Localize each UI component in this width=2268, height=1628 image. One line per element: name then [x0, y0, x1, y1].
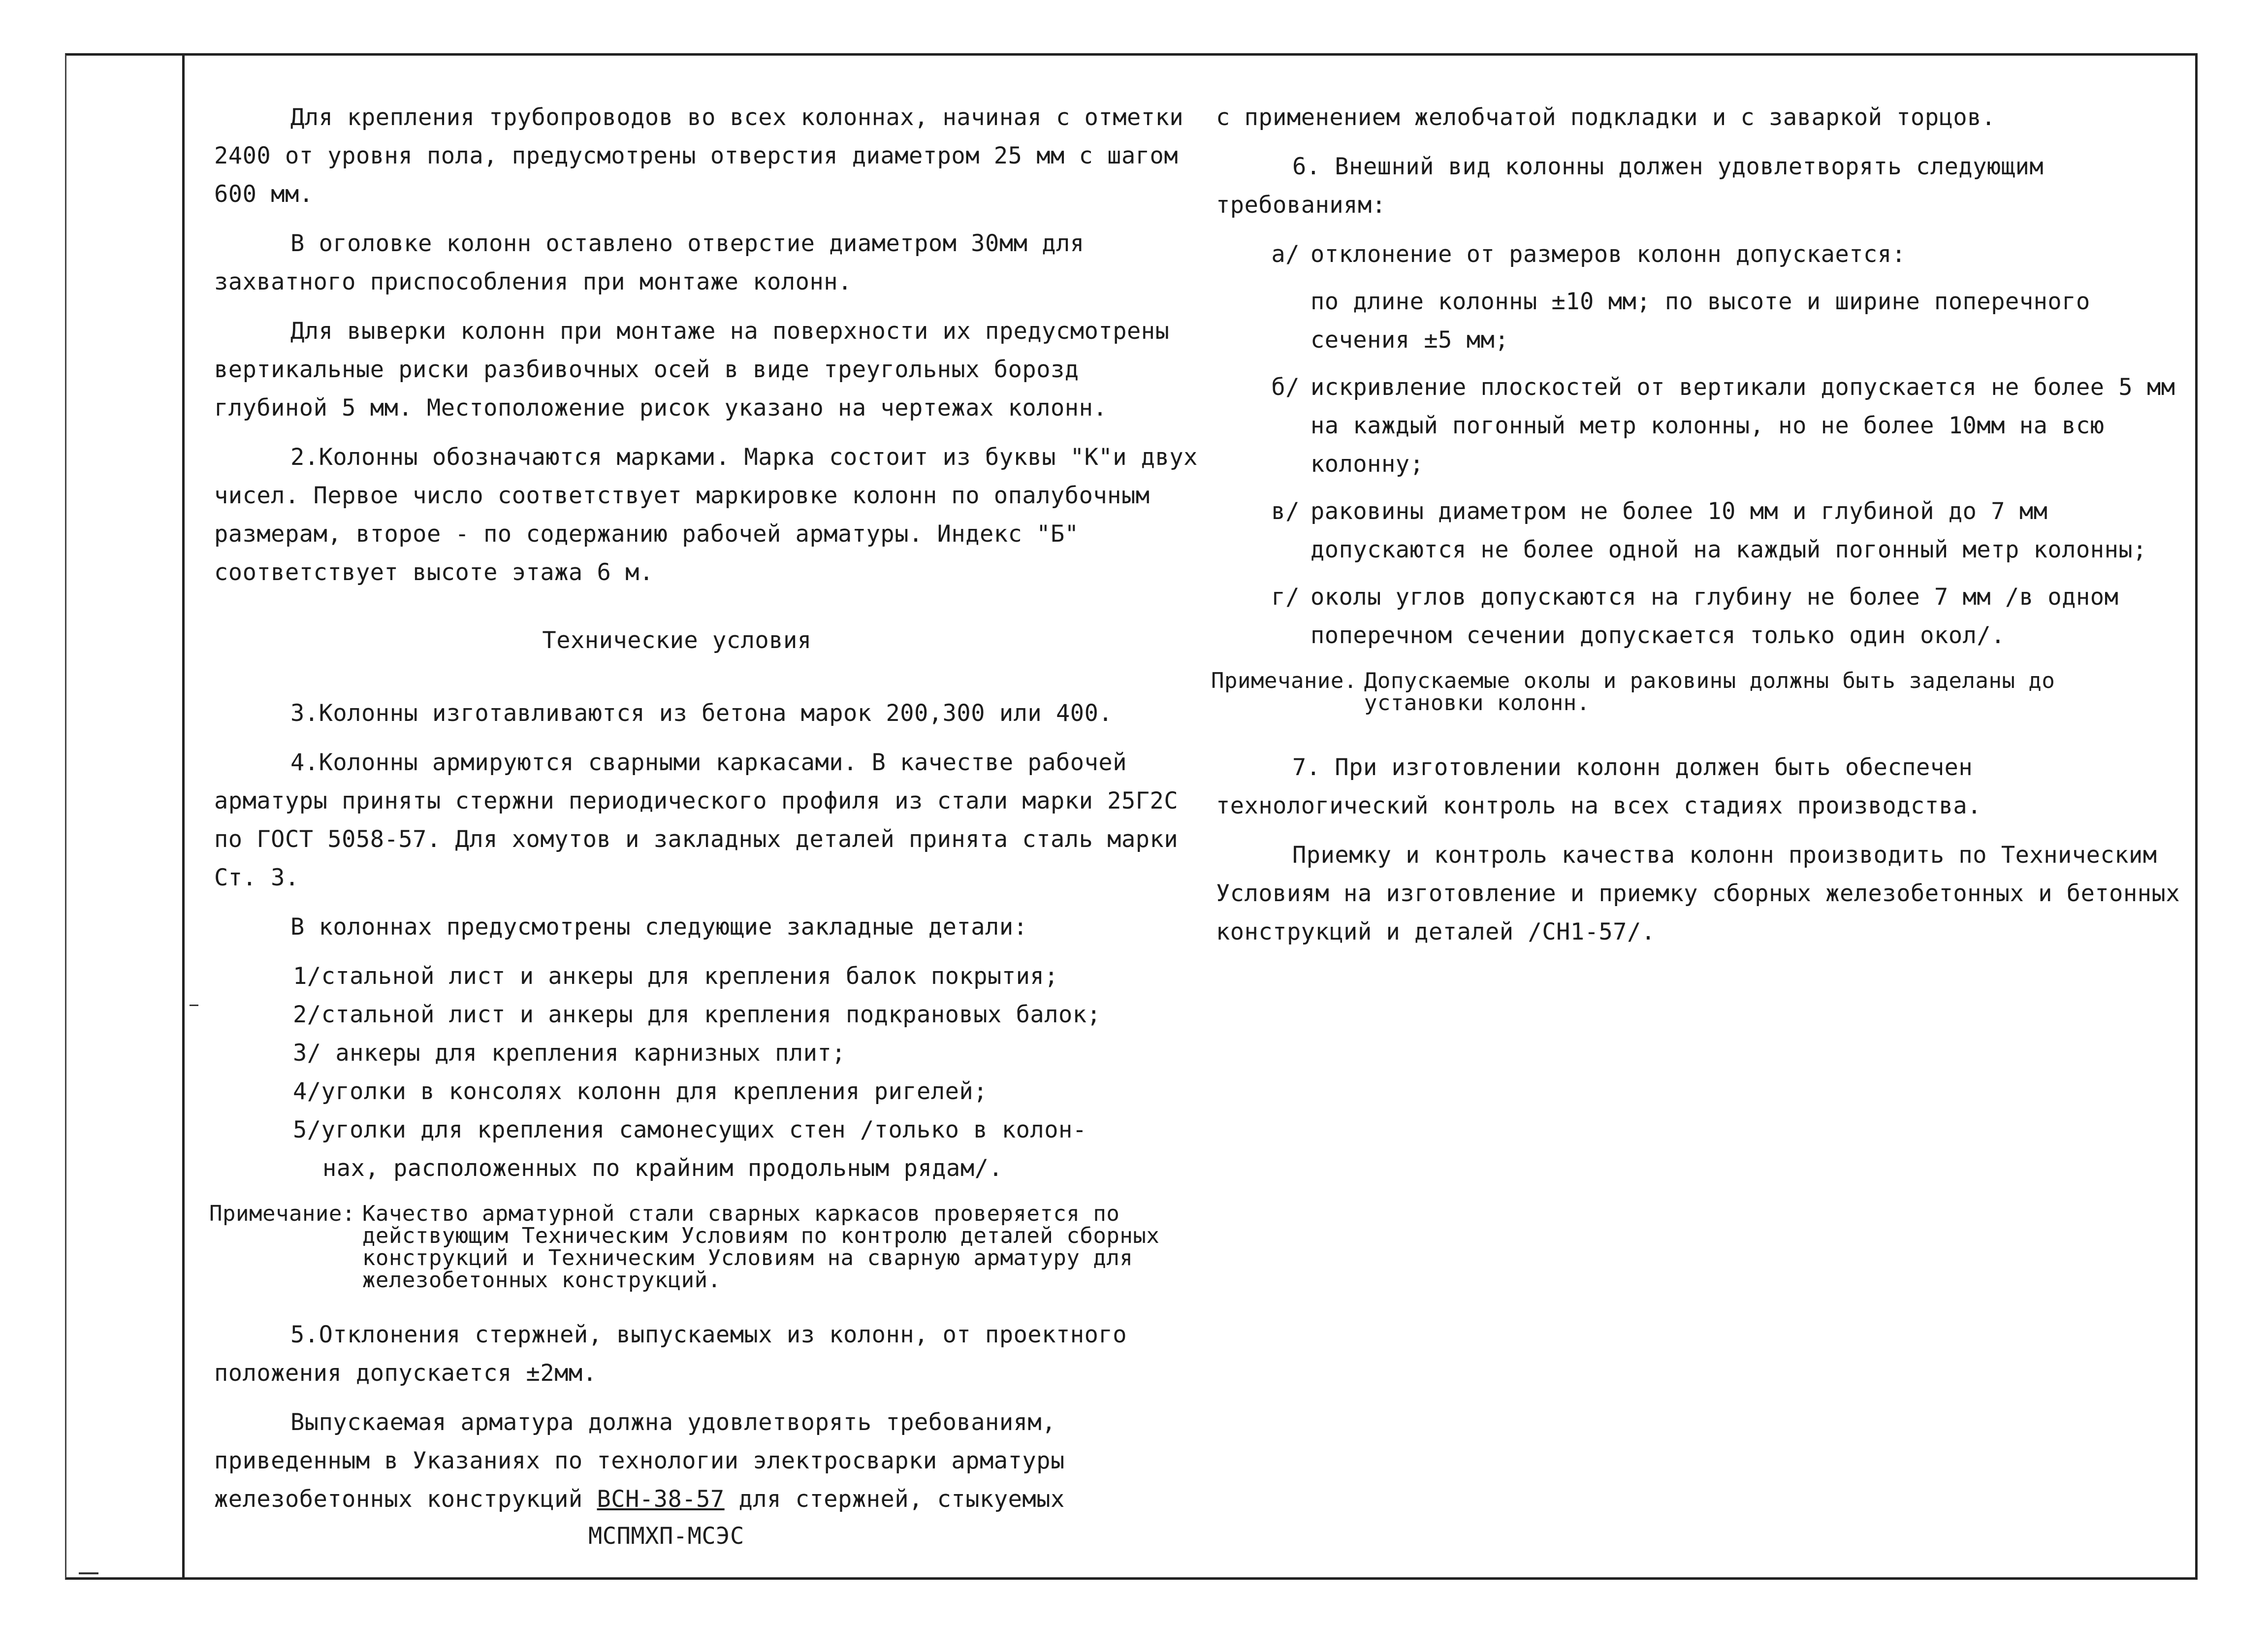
list-item: [1216, 578, 2181, 655]
paragraph-continuation: с применением желобчатой подкладки и с заваркой торцов.: [1216, 104, 1996, 131]
note-block: [209, 1201, 1199, 1293]
paragraph-acceptance: Приемку и контроль качества колонн производить по Техническим Условиям на изготовление и приемку сборных железобетонных и бетонных конструкций и деталей /СН1-57/.: [1216, 842, 2180, 945]
right-column: [1211, 98, 2181, 962]
list-label: а/: [1271, 241, 1300, 268]
list-text: по длине колонны ±10 мм; по высоте и ширине поперечного сечения ±5 мм;: [1310, 288, 2090, 354]
binding-margin-line: [182, 53, 185, 1577]
paragraph-column-marking: 2.Колонны обозначаются марками. Марка состоит из буквы "К"и двух чисел. Первое число соответствует маркировке колонн по опалубочным размерам, второе - по содержанию рабочей арматуры. Индекс "Б" соответствует высоте этажа 6 м.: [214, 444, 1198, 586]
paragraph-alignment-marks: Для выверки колонн при монтаже на поверхности их предусмотрены вертикальные риски разбивочных осей в виде треугольных борозд глубиной 5 мм. Местоположение рисок указано на чертежах колонн.: [214, 318, 1170, 422]
paragraph-appearance: 6. Внешний вид колонны должен удовлетворять следующим требованиям:: [1216, 153, 2044, 219]
margin-mark: [190, 1005, 198, 1006]
paragraph-concrete-grades: 3.Колонны изготавливаются из бетона марок 200,300 или 400.: [290, 700, 1113, 727]
list-label: [1216, 283, 1310, 359]
list-text: раковины диаметром не более 10 мм и глубиной до 7 мм допускаются не более одной на каждый погонный метр колонны;: [1310, 498, 2147, 563]
welding-text: Выпускаемая арматура должна удовлетворять требованиям, приведенным в Указаниях по технологии электросварки арматуры железобетонных конструкций: [214, 1409, 1065, 1513]
note-label: Примечание:: [209, 1201, 355, 1226]
list-item-continuation: нах, расположенных по крайним продольным рядам/.: [322, 1155, 1003, 1182]
paragraph-head-hole: В оголовке колонн оставлено отверстие диаметром 30мм для захватного приспособления при монтаже колонн.: [214, 230, 1085, 295]
list-item: 4/уголки в консолях колонн для крепления ригелей;: [293, 1078, 988, 1105]
list-item: [1216, 368, 2181, 484]
note-text: Допускаемые околы и раковины должны быть заделаны до установки колонн.: [1364, 668, 2055, 716]
paragraph-reinforcement: 4.Колонны армируются сварными каркасами. В качестве рабочей арматуры приняты стержни периодического профиля из стали марки 25Г2С по ГОСТ 5058-57. Для хомутов и закладных деталей принята сталь марки Ст. 3.: [214, 749, 1179, 891]
list-text: отклонение от размеров колонн допускается:: [1310, 241, 1906, 268]
note-text: Качество арматурной стали сварных каркасов проверяется по действующим Техническим Условиям по контролю деталей сборных конструкций и Техническим Условиям на сварную арматуру для железобетонных конструкций.: [362, 1201, 1160, 1293]
standard-reference: ВСН-38-57: [597, 1486, 725, 1513]
left-column: [209, 98, 1199, 1551]
paragraph-pipe-holes: Для крепления трубопроводов во всех колоннах, начиная с отметки 2400 от уровня пола, предусмотрены отверстия диаметром 25 мм с шагом 600 мм.: [214, 104, 1184, 208]
standard-issuer: МСПМХП-МСЭС: [588, 1523, 744, 1550]
list-item: 5/уголки для крепления самонесущих стен /только в колон-: [293, 1116, 1087, 1143]
list-item: 3/ анкеры для крепления карнизных плит;: [293, 1040, 846, 1067]
section-heading: Технические условия: [542, 627, 812, 654]
paragraph-process-control: 7. При изготовлении колонн должен быть обеспечен технологический контроль на всех стадиях производства.: [1216, 754, 1982, 819]
list-label: б/: [1271, 374, 1300, 401]
list-label: г/: [1271, 584, 1300, 611]
list-item: [1216, 492, 2181, 569]
list-label: в/: [1271, 498, 1300, 525]
note-block: [1211, 668, 2181, 716]
list-text: околы углов допускаются на глубину не более 7 мм /в одном поперечном сечении допускается только один окол/.: [1310, 584, 2119, 649]
list-item: [1216, 283, 2181, 359]
corner-mark: [79, 1572, 98, 1574]
paragraph-bar-deviation: 5.Отклонения стержней, выпускаемых из колонн, от проектного положения допускается ±2мм.: [214, 1321, 1127, 1387]
list-item: 1/стальной лист и анкеры для крепления балок покрытия;: [293, 963, 1059, 990]
paragraph-embedded-parts-intro: В колоннах предусмотрены следующие закладные детали:: [290, 913, 1028, 941]
paragraph-welding-requirements: [214, 1403, 1199, 1519]
note-label: Примечание.: [1211, 668, 1357, 693]
welding-tail: для стержней, стыкуемых: [738, 1486, 1065, 1513]
list-item: 2/стальной лист и анкеры для крепления подкрановых балок;: [293, 1001, 1101, 1028]
list-item: [1216, 235, 2181, 274]
list-text: искривление плоскостей от вертикали допускается не более 5 мм на каждый погонный метр колонны, но не более 10мм на всю колонну;: [1310, 374, 2175, 478]
